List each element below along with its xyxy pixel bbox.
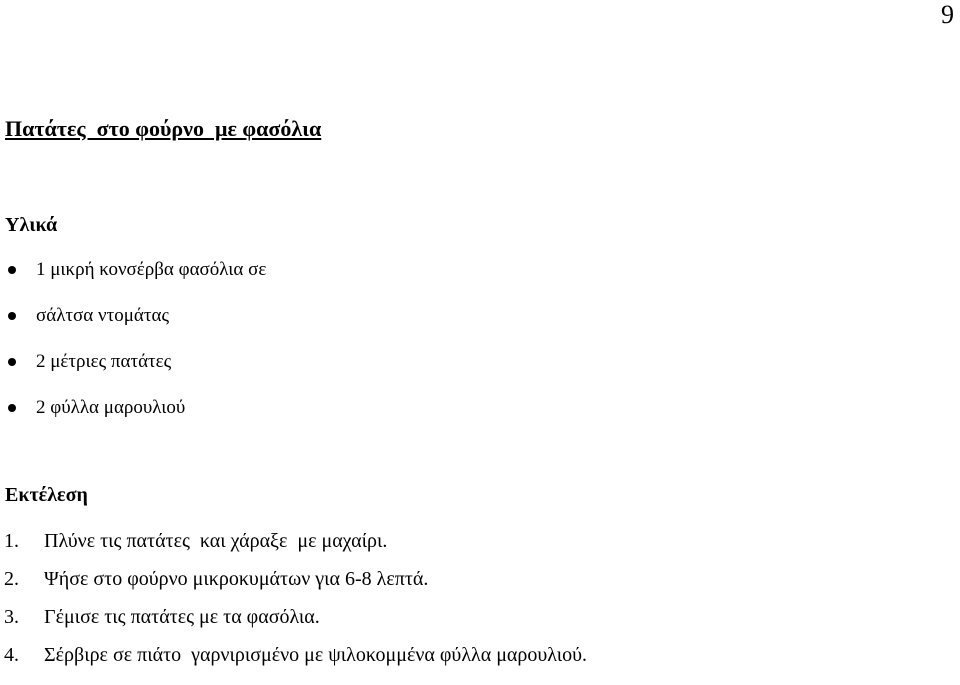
bullet-icon (8, 404, 16, 412)
step-item (0, 641, 587, 679)
bullet-icon (8, 266, 16, 274)
step-item (0, 603, 587, 641)
ingredients-heading: Υλικά (5, 214, 58, 236)
step-text: Γέμισε τις πατάτες με τα φασόλια. (44, 606, 320, 628)
ingredient-item (0, 256, 266, 302)
step-item (0, 565, 587, 603)
step-number: 1. (4, 530, 19, 552)
ingredients-list (0, 256, 266, 440)
step-text: Ψήσε στο φούρνο μικροκυμάτων για 6-8 λεπτά. (44, 568, 429, 590)
ingredient-text: 1 μικρή κονσέρβα φασόλια σε (36, 259, 267, 280)
page-number: 9 (941, 0, 954, 29)
step-number: 4. (4, 644, 19, 666)
ingredient-item (0, 394, 266, 440)
recipe-title: Πατάτες στο φούρνο με φασόλια (5, 116, 322, 141)
execution-heading: Εκτέλεση (5, 484, 88, 506)
bullet-icon (8, 358, 16, 366)
step-text: Σέρβιρε σε πιάτο γαρνιρισμένο με ψιλοκομμένα φύλλα μαρουλιού. (44, 644, 588, 666)
step-text: Πλύνε τις πατάτες και χάραξε με μαχαίρι. (44, 530, 388, 552)
step-number: 3. (4, 606, 19, 628)
steps-list (0, 527, 587, 679)
ingredient-item (0, 302, 266, 348)
bullet-icon (8, 312, 16, 320)
ingredient-text: 2 μέτριες πατάτες (36, 351, 172, 372)
step-item (0, 527, 587, 565)
ingredient-text: σάλτσα ντομάτας (36, 305, 169, 326)
ingredient-item (0, 348, 266, 394)
ingredient-text: 2 φύλλα μαρουλιού (36, 397, 186, 418)
step-number: 2. (4, 568, 19, 590)
